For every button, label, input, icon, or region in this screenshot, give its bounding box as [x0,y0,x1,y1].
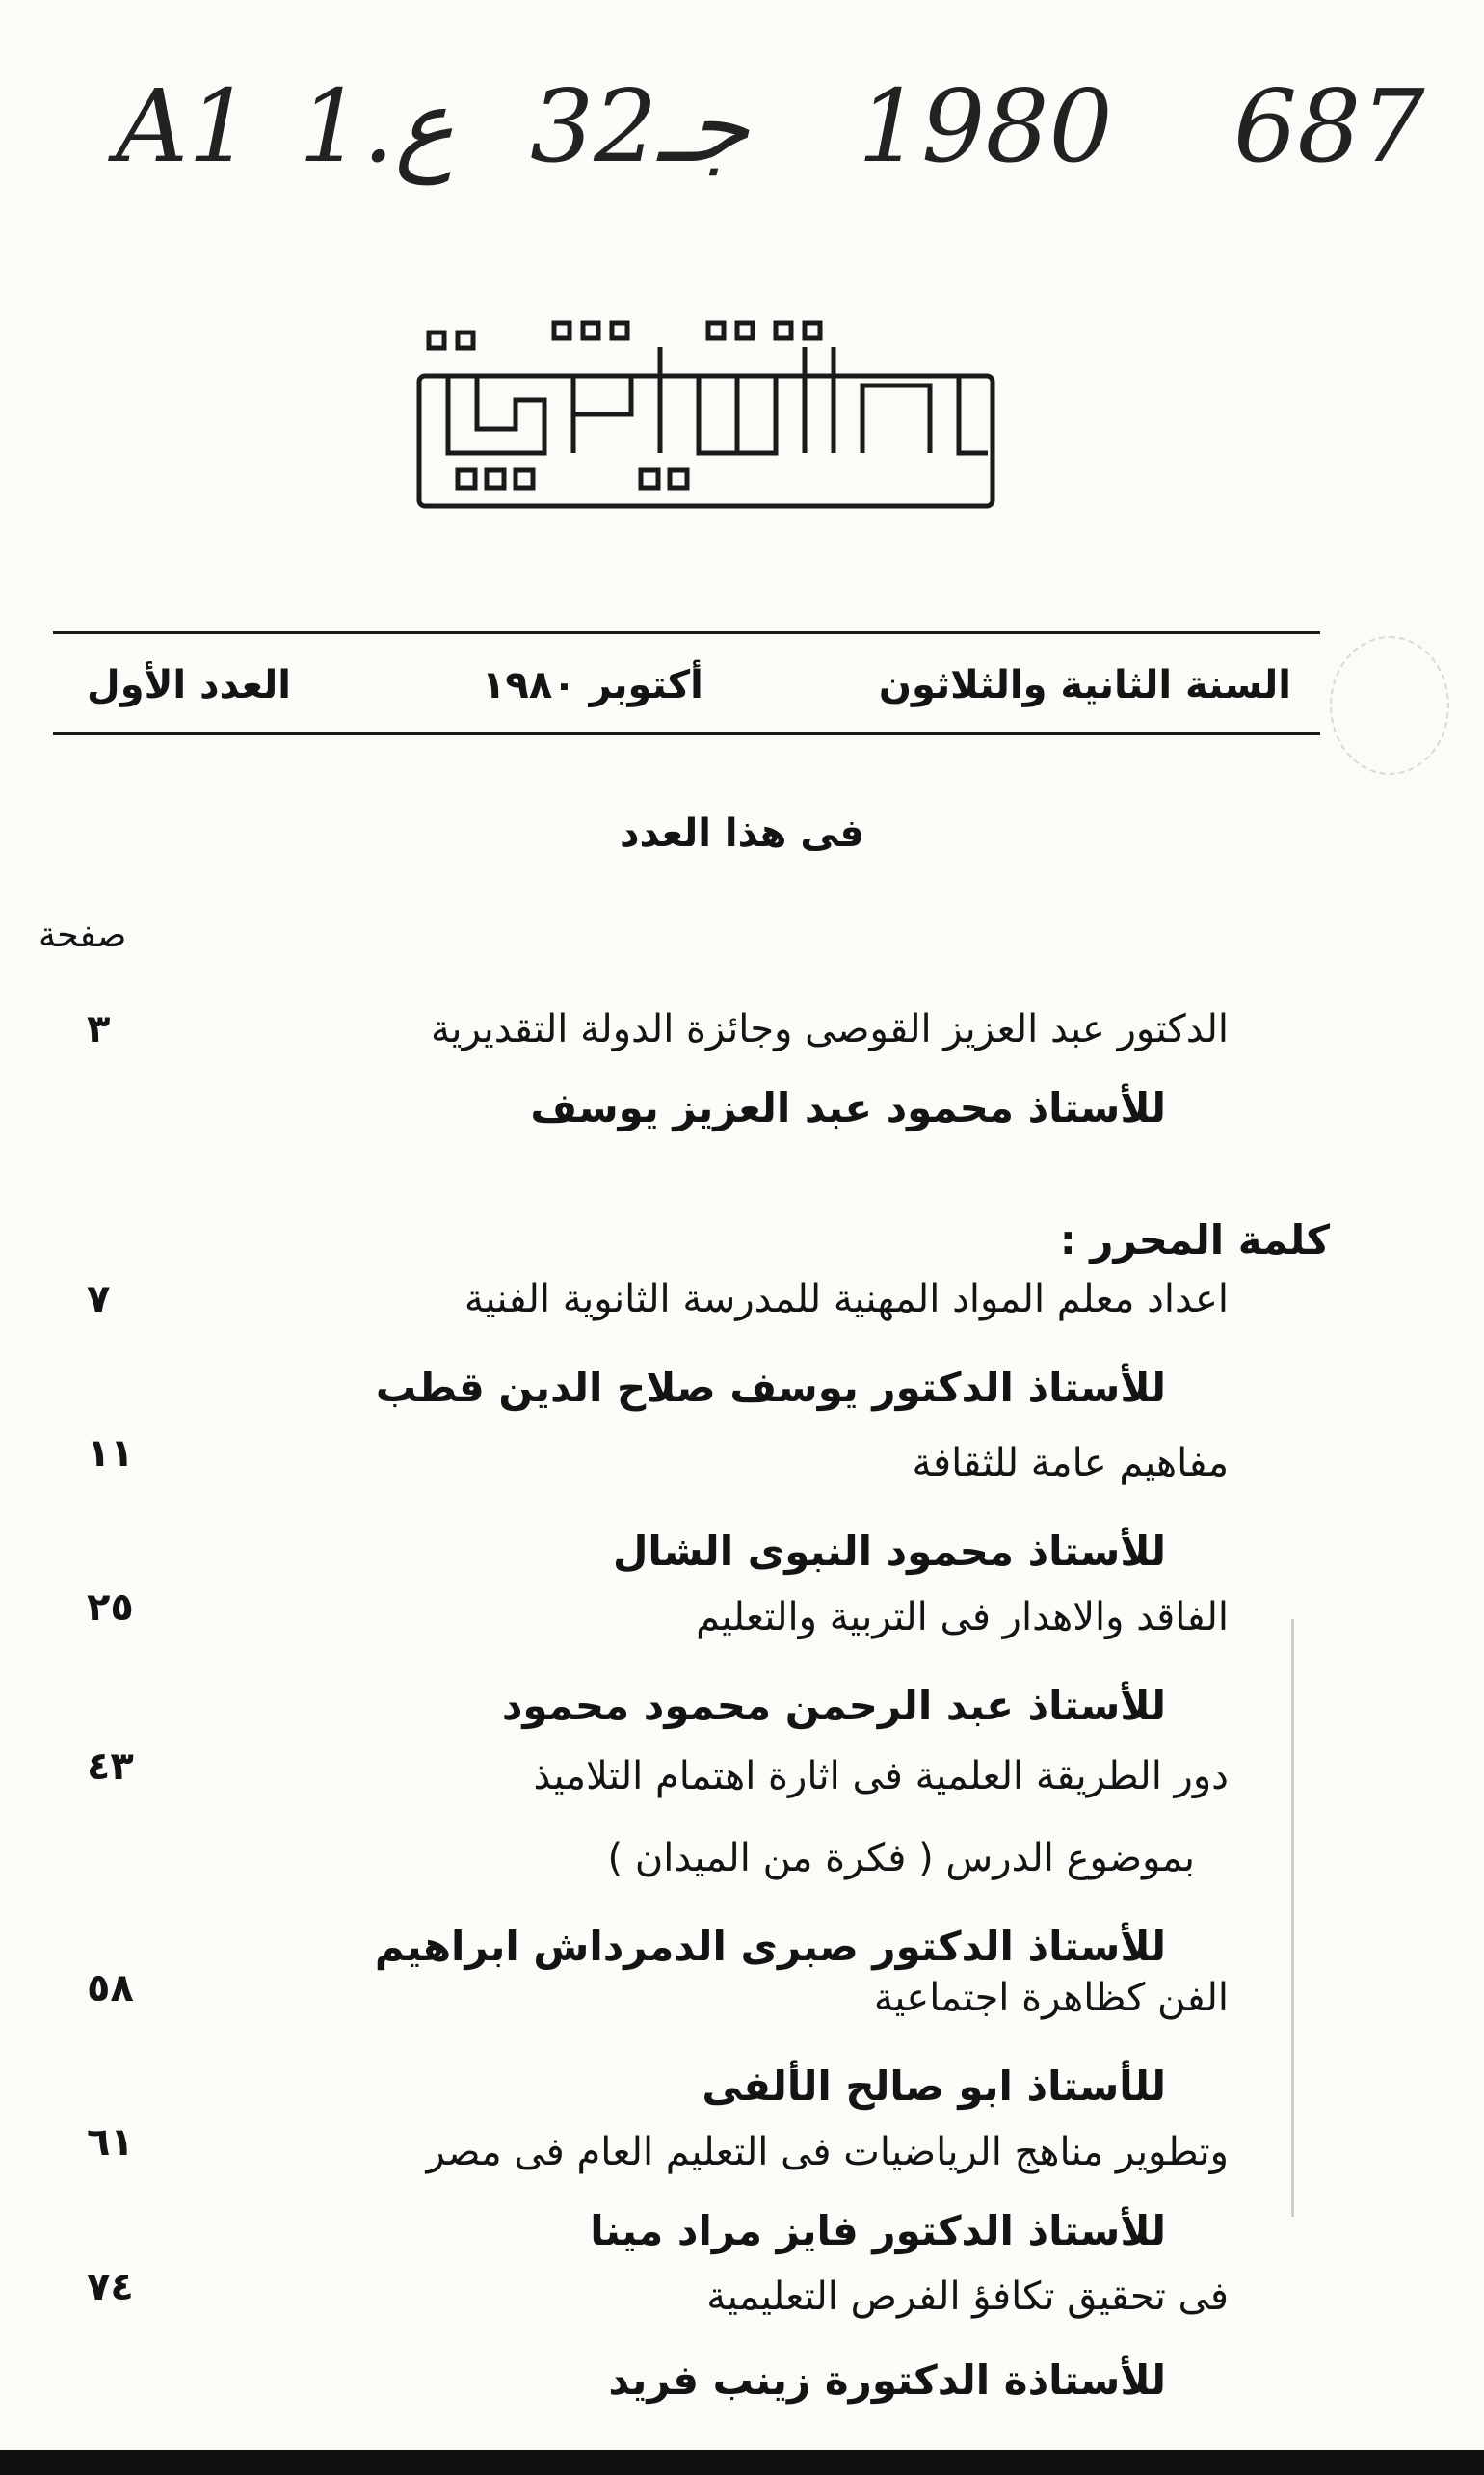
handwritten-catalog-note [116,67,1425,185]
masthead-logo [410,308,1002,516]
entry-author: للأستاذ ابو صالح الألفى [702,2062,1166,2110]
entry-page: ٧ [87,1277,111,1321]
header-rule-top [53,631,1320,634]
entry-title: مفاهيم عامة للثقافة [912,1441,1229,1485]
entry-page: ٣ [87,1007,111,1051]
note-code: A1 [116,67,252,185]
entry-author: للأستاذ عبد الرحمن محمود محمود [501,1682,1166,1729]
entry-author: للأستاذ الدكتور فايز مراد مينا [590,2207,1166,2254]
note-part2: 32جـ [530,67,750,185]
margin-line [1291,1619,1294,2217]
entry-page: ٤٣ [87,1744,134,1789]
entry-title: فى تحقيق تكافؤ الفرص التعليمية [706,2275,1229,2319]
issue-number: العدد الأول [87,663,291,707]
entry-author: للأستاذ الدكتور صبرى الدمرداش ابراهيم [374,1923,1166,1970]
entry-title: وتطوير مناهج الرياضيات فى التعليم العام فى مصر [426,2130,1229,2174]
entry-page: ١١ [87,1431,134,1476]
entry-title: اعداد معلم المواد المهنية للمدرسة الثانوية الفنية [464,1277,1229,1321]
entry-page: ٦١ [87,2120,134,2165]
entry-title: الفاقد والاهدار فى التربية والتعليم [696,1595,1229,1639]
entry-title: الدكتور عبد العزيز القوصى وجائزة الدولة التقديرية [430,1007,1229,1051]
note-year: 1980 [858,67,1113,185]
entry-author: للأستاذة الدكتورة زينب فريد [608,2356,1166,2404]
entry-page: ٢٥ [87,1585,134,1630]
toc-title: فى هذا العدد [619,812,864,856]
entry-page: ٧٤ [87,2265,134,2309]
editor-word-heading: كلمة المحرر : [1059,1216,1330,1264]
volume-year: السنة الثانية والثلاثون [878,663,1291,707]
entry-author: للأستاذ محمود عبد العزيز يوسف [530,1084,1166,1131]
entry-title: دور الطريقة العلمية فى اثارة اهتمام التلاميذ [533,1754,1229,1798]
page-column-label: صفحة [39,916,127,955]
entry-page: ٥٨ [87,1966,134,2010]
faded-stamp [1330,636,1449,775]
header-rule-bottom [53,732,1320,735]
entry-author: للأستاذ محمود النبوى الشال [612,1528,1166,1575]
issue-date: أكتوبر ١٩٨٠ [482,663,703,707]
note-number: 687 [1233,67,1425,185]
scan-edge-bar [0,2450,1484,2475]
entry-title-continued: بموضوع الدرس ( فكرة من الميدان ) [607,1836,1195,1880]
note-part1: 1.ع [299,67,455,185]
entry-author: للأستاذ الدكتور يوسف صلاح الدين قطب [375,1364,1166,1411]
entry-title: الفن كظاهرة اجتماعية [873,1976,1229,2020]
